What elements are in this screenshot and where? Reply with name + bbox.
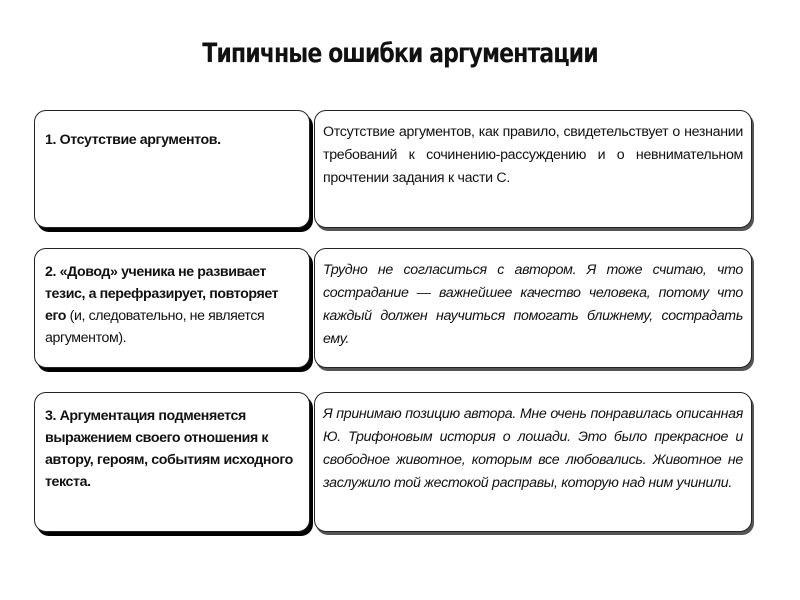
example-text-3: Я принимаю позицию автора. Мне очень понравилась описанная Ю. Трифоновым история о лошади. Это было прекрасное и свободное животное, которым все любовались. Животное не заслужило той жестокой расправы, которую над ним учинили. [323,406,743,491]
error-box-1 [34,110,310,228]
error-text-2 [45,261,301,349]
error-box-3 [34,392,310,532]
example-box-3 [314,392,752,532]
error-bold-2: 2. «Довод» ученика не развивает тезис, а перефразирует, повторяет его [45,264,279,324]
page-title: Типичные ошибки аргументации [202,38,598,69]
error-text-3 [45,405,301,493]
example-box-1 [314,110,752,228]
error-normal-2: (и, следовательно, не является аргументом). [45,308,265,346]
error-bold-3: 3. Аргументация подменяется выражением своего отношения к автору, героям, событиям исходного текста. [45,408,293,490]
example-text-1: Отсутствие аргументов, как правило, свидетельствует о незнании требований к сочинению-рассуждению и о невнимательном прочтении задания к части С. [323,124,743,186]
error-box-2 [34,248,310,368]
error-bold-1: 1. Отсутствие аргументов. [45,132,221,148]
example-box-2 [314,248,752,368]
error-text-1 [45,129,301,151]
example-text-2: Трудно не согласиться с автором. Я тоже считаю, что сострадание — важнейшее качество человека, потому что каждый должен научиться помогать ближнему, сострадать ему. [323,262,743,347]
